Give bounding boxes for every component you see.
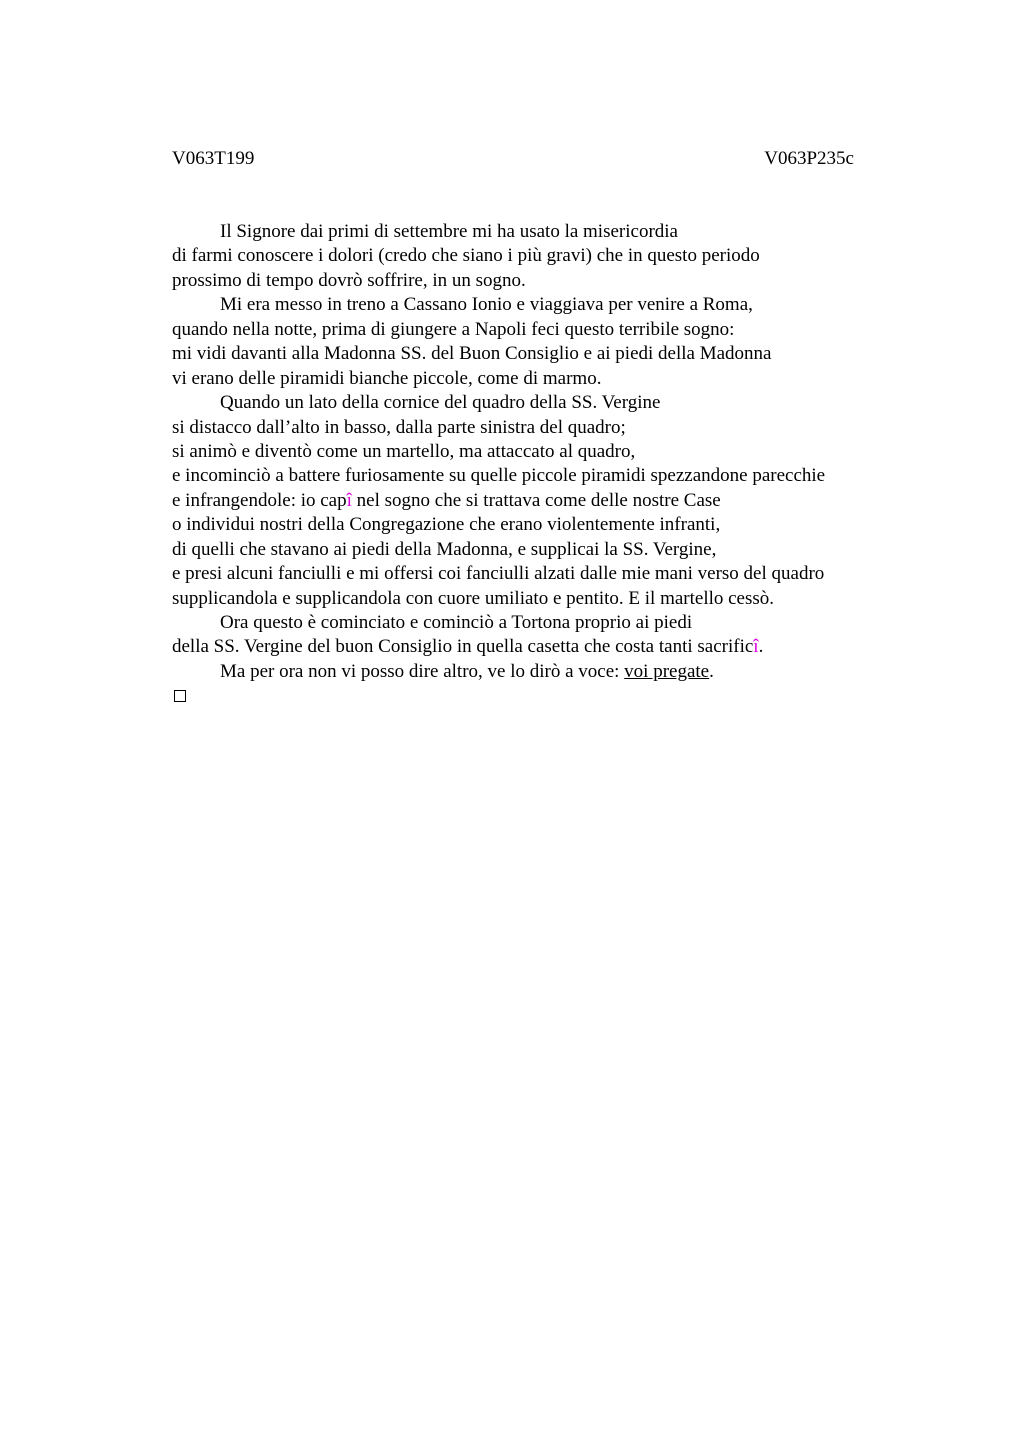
letter-body xyxy=(172,220,892,702)
text-line: Quando un lato della cornice del quadro della SS. Vergine xyxy=(220,392,661,414)
end-of-text-box-icon xyxy=(174,690,186,702)
text-line: e incominciò a battere furiosamente su quelle piccole piramidi spezzandone parecchie xyxy=(172,465,826,487)
document-code-left: V063T199 xyxy=(172,148,255,169)
text-line: o individui nostri della Congregazione che erano violentemente infranti, xyxy=(172,514,721,536)
text-line: Mi era messo in treno a Cassano Ionio e viaggiava per venire a Roma, xyxy=(220,294,753,316)
text-segment: e infrangendole: io cap xyxy=(172,489,347,511)
highlighted-char: î xyxy=(346,489,352,511)
text-segment: . xyxy=(709,660,714,682)
text-line: vi erano delle piramidi bianche piccole, come di marmo. xyxy=(172,367,602,389)
text-line: quando nella notte, prima di giungere a Napoli feci questo terribile sogno: xyxy=(172,318,735,340)
text-line: mi vidi davanti alla Madonna SS. del Buon Consiglio e ai piedi della Madonna xyxy=(172,343,772,365)
text-line: Ora questo è cominciato e cominciò a Tortona proprio ai piedi xyxy=(220,612,693,633)
text-line: e presi alcuni fanciulli e mi offersi coi fanciulli alzati dalle mie mani verso del quadro xyxy=(172,563,825,585)
text-line: prossimo di tempo dovrò soffrire, in un sogno. xyxy=(172,269,526,291)
text-segment: nel sogno che si trattava come delle nostre Case xyxy=(351,489,721,511)
text-line xyxy=(172,660,892,684)
text-line: Il Signore dai primi di settembre mi ha usato la misericordia xyxy=(220,221,678,242)
text-line: supplicandola e supplicandola con cuore umiliato e pentito. E il martello cessò. xyxy=(172,587,775,609)
document-header xyxy=(172,146,854,172)
text-line: si distacco dall’alto in basso, dalla parte sinistra del quadro; xyxy=(172,416,626,438)
text-line: di farmi conoscere i dolori (credo che siano i più gravi) che in questo periodo xyxy=(172,245,760,267)
text-segment: . xyxy=(758,636,764,658)
text-line xyxy=(172,635,892,659)
text-line: si animò e diventò come un martello, ma attaccato al quadro, xyxy=(172,440,636,462)
document-code-right: V063P235c xyxy=(764,148,854,169)
text-segment: Ma per ora non vi posso dire altro, ve lo dirò a voce: xyxy=(220,660,625,682)
text-line: di quelli che stavano ai piedi della Madonna, e supplicai la SS. Vergine, xyxy=(172,538,717,560)
underlined-phrase: voi pregate xyxy=(624,660,710,682)
text-segment: della SS. Vergine del buon Consiglio in quella casetta che costa tanti sacrific xyxy=(172,636,754,658)
highlighted-char: î xyxy=(753,636,759,658)
text-line xyxy=(172,489,892,513)
